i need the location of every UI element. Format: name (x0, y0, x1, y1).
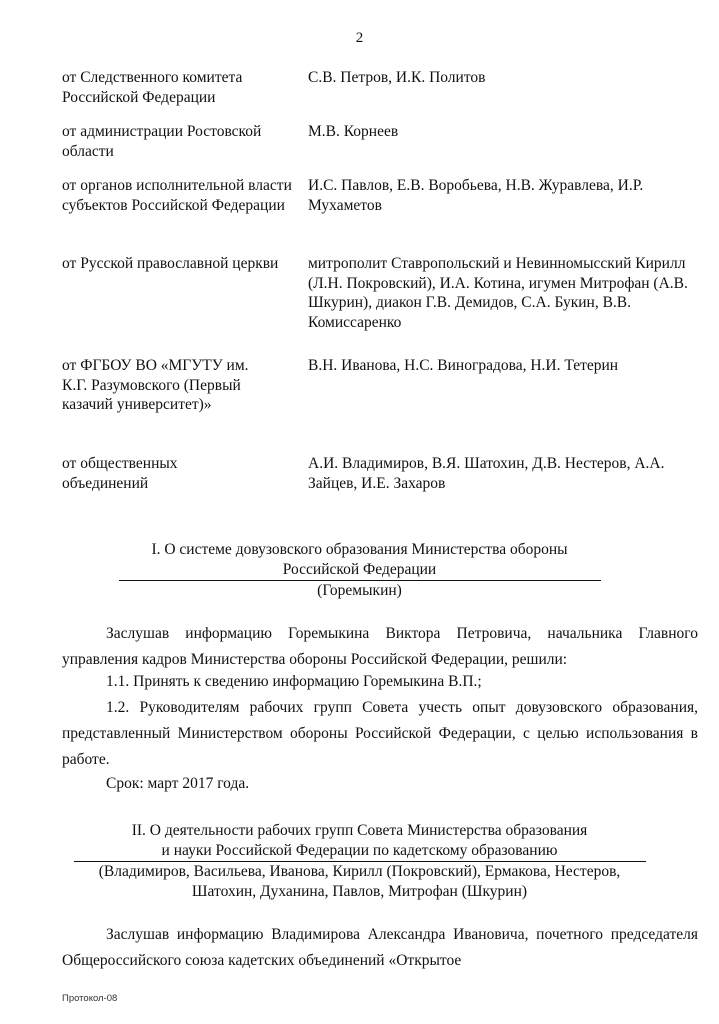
participant-row (62, 68, 702, 122)
section1-title-line2 (0, 560, 719, 581)
section2-heading (0, 821, 719, 902)
section2-title-line1: II. О деятельности рабочих групп Совета Министерства образования (131, 822, 588, 839)
section2-intro: Заслушав информацию Владимирова Александра Ивановича, почетного председателя Общероссийского союза кадетских объединений «Открытое (62, 926, 698, 969)
section1-heading (0, 540, 719, 601)
decision-item-2: 1.2. Руководителям рабочих групп Совета учесть опыт довузовского образования, представленный Министерством обороны Российской Федерации, с целью использования в работе. (62, 699, 698, 768)
footer-protocol-label: Протокол-08 (62, 993, 118, 1004)
participant-org: от Русской православной церкви (62, 255, 279, 272)
participant-row (62, 356, 702, 454)
participants-list (62, 68, 702, 498)
participant-row (62, 454, 702, 498)
participant-org: от общественных объединений (62, 455, 178, 492)
section2-title-line2 (0, 841, 719, 862)
participant-names: С.В. Петров, И.К. Политов (308, 69, 486, 86)
participant-names: М.В. Корнеев (308, 123, 399, 140)
section1-speaker: (Горемыкин) (317, 582, 402, 599)
decision-item-1: 1.1. Принять к сведению информацию Горемыкина В.П.; (106, 673, 482, 690)
section1-title-line2-text: Российской Федерации (119, 560, 601, 581)
participant-names: В.Н. Иванова, Н.С. Виноградова, Н.И. Тетерин (308, 357, 619, 374)
section2-title-line2-text: и науки Российской Федерации по кадетскому образованию (74, 841, 646, 862)
participant-org: от администрации Ростовской области (62, 123, 262, 160)
section1-title-line1: I. О системе довузовского образования Министерства обороны (151, 541, 568, 558)
participant-row (62, 254, 702, 356)
deadline: Срок: март 2017 года. (106, 775, 250, 792)
participant-names: митрополит Ставропольский и Невинномысский Кирилл (Л.Н. Покровский), И.А. Котина, игумен Митрофан (А.В. Шкурин), диакон Г.В. Демидов, С.А. Букин, В.В. Комиссаренко (308, 255, 688, 331)
participant-org: от ФГБОУ ВО «МГУТУ им. К.Г. Разумовского (Первый казачий университет)» (62, 357, 249, 413)
section1-intro: Заслушав информацию Горемыкина Виктора Петровича, начальника Главного управления кадров Министерства обороны Российской Федерации, решили: (62, 625, 698, 668)
participant-row (62, 176, 702, 254)
section2-speakers-line1: (Владимиров, Васильева, Иванова, Кирилл (Покровский), Ермакова, Нестеров, (98, 863, 621, 880)
participant-org: от органов исполнительной власти субъектов Российской Федерации (62, 177, 292, 214)
participant-row (62, 122, 702, 176)
participant-names: А.И. Владимиров, В.Я. Шатохин, Д.В. Нестеров, А.А. Зайцев, И.Е. Захаров (308, 455, 665, 492)
page-number: 2 (355, 30, 364, 46)
participant-org: от Следственного комитета Российской Федерации (62, 69, 243, 106)
section2-speakers-line2: Шатохин, Духанина, Павлов, Митрофан (Шкурин) (191, 883, 528, 900)
participant-names: И.С. Павлов, Е.В. Воробьева, Н.В. Журавлева, И.Р. Мухаметов (308, 177, 644, 214)
